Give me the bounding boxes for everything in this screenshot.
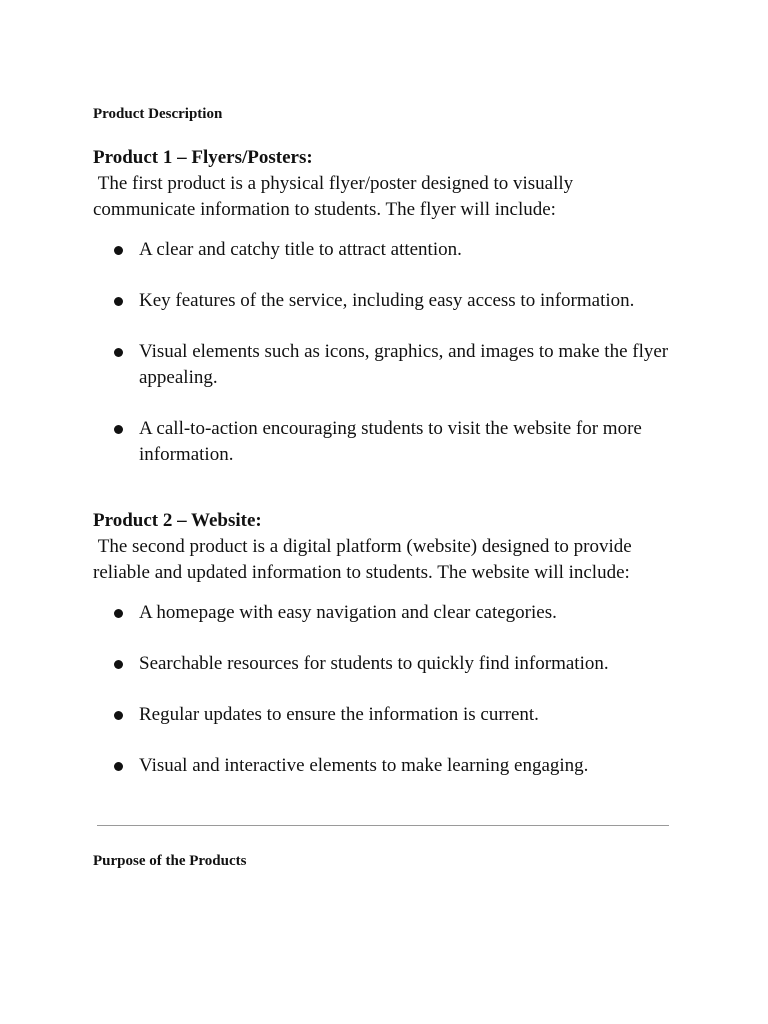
product-1-description: The first product is a physical flyer/poster designed to visually communicate information to students. The flyer will include:: [93, 173, 578, 220]
list-item-text: Visual and interactive elements to make learning engaging.: [139, 755, 589, 776]
list-item: [139, 600, 675, 626]
list-item: [139, 339, 675, 391]
list-item-text: Key features of the service, including easy access to information.: [139, 290, 635, 311]
product-1-title: Product 1 – Flyers/Posters:: [93, 147, 313, 168]
bullet-icon: [114, 297, 123, 306]
section-heading-purpose: Purpose of the Products: [93, 853, 247, 869]
list-item-text: Regular updates to ensure the information is current.: [139, 704, 539, 725]
bullet-icon: [114, 348, 123, 357]
bullet-icon: [114, 660, 123, 669]
list-item: [139, 288, 675, 314]
list-item: [139, 237, 675, 263]
list-item: [139, 651, 675, 677]
section-heading-product-description: Product Description: [93, 106, 223, 122]
list-item: [139, 702, 675, 728]
bullet-icon: [114, 246, 123, 255]
list-item-text: A call-to-action encouraging students to visit the website for more information.: [139, 418, 642, 465]
list-item-text: A homepage with easy navigation and clear categories.: [139, 602, 557, 623]
product-1-bullet-list: [93, 237, 675, 468]
list-item-text: Visual elements such as icons, graphics, and images to make the flyer appealing.: [139, 341, 669, 388]
product-2-description: The second product is a digital platform (website) designed to provide reliable and updated information to students. The website will include:: [93, 536, 637, 583]
bullet-icon: [114, 762, 123, 771]
product-2-section: [93, 508, 675, 779]
list-item-text: A clear and catchy title to attract attention.: [139, 239, 462, 260]
list-item: [139, 753, 675, 779]
bullet-icon: [114, 425, 123, 434]
list-item-text: Searchable resources for students to quickly find information.: [139, 653, 609, 674]
bullet-icon: [114, 609, 123, 618]
product-2-title: Product 2 – Website:: [93, 510, 262, 531]
horizontal-divider: [97, 825, 669, 826]
product-1-section: [93, 145, 675, 468]
product-2-bullet-list: [93, 600, 675, 779]
list-item: [139, 416, 675, 468]
bullet-icon: [114, 711, 123, 720]
